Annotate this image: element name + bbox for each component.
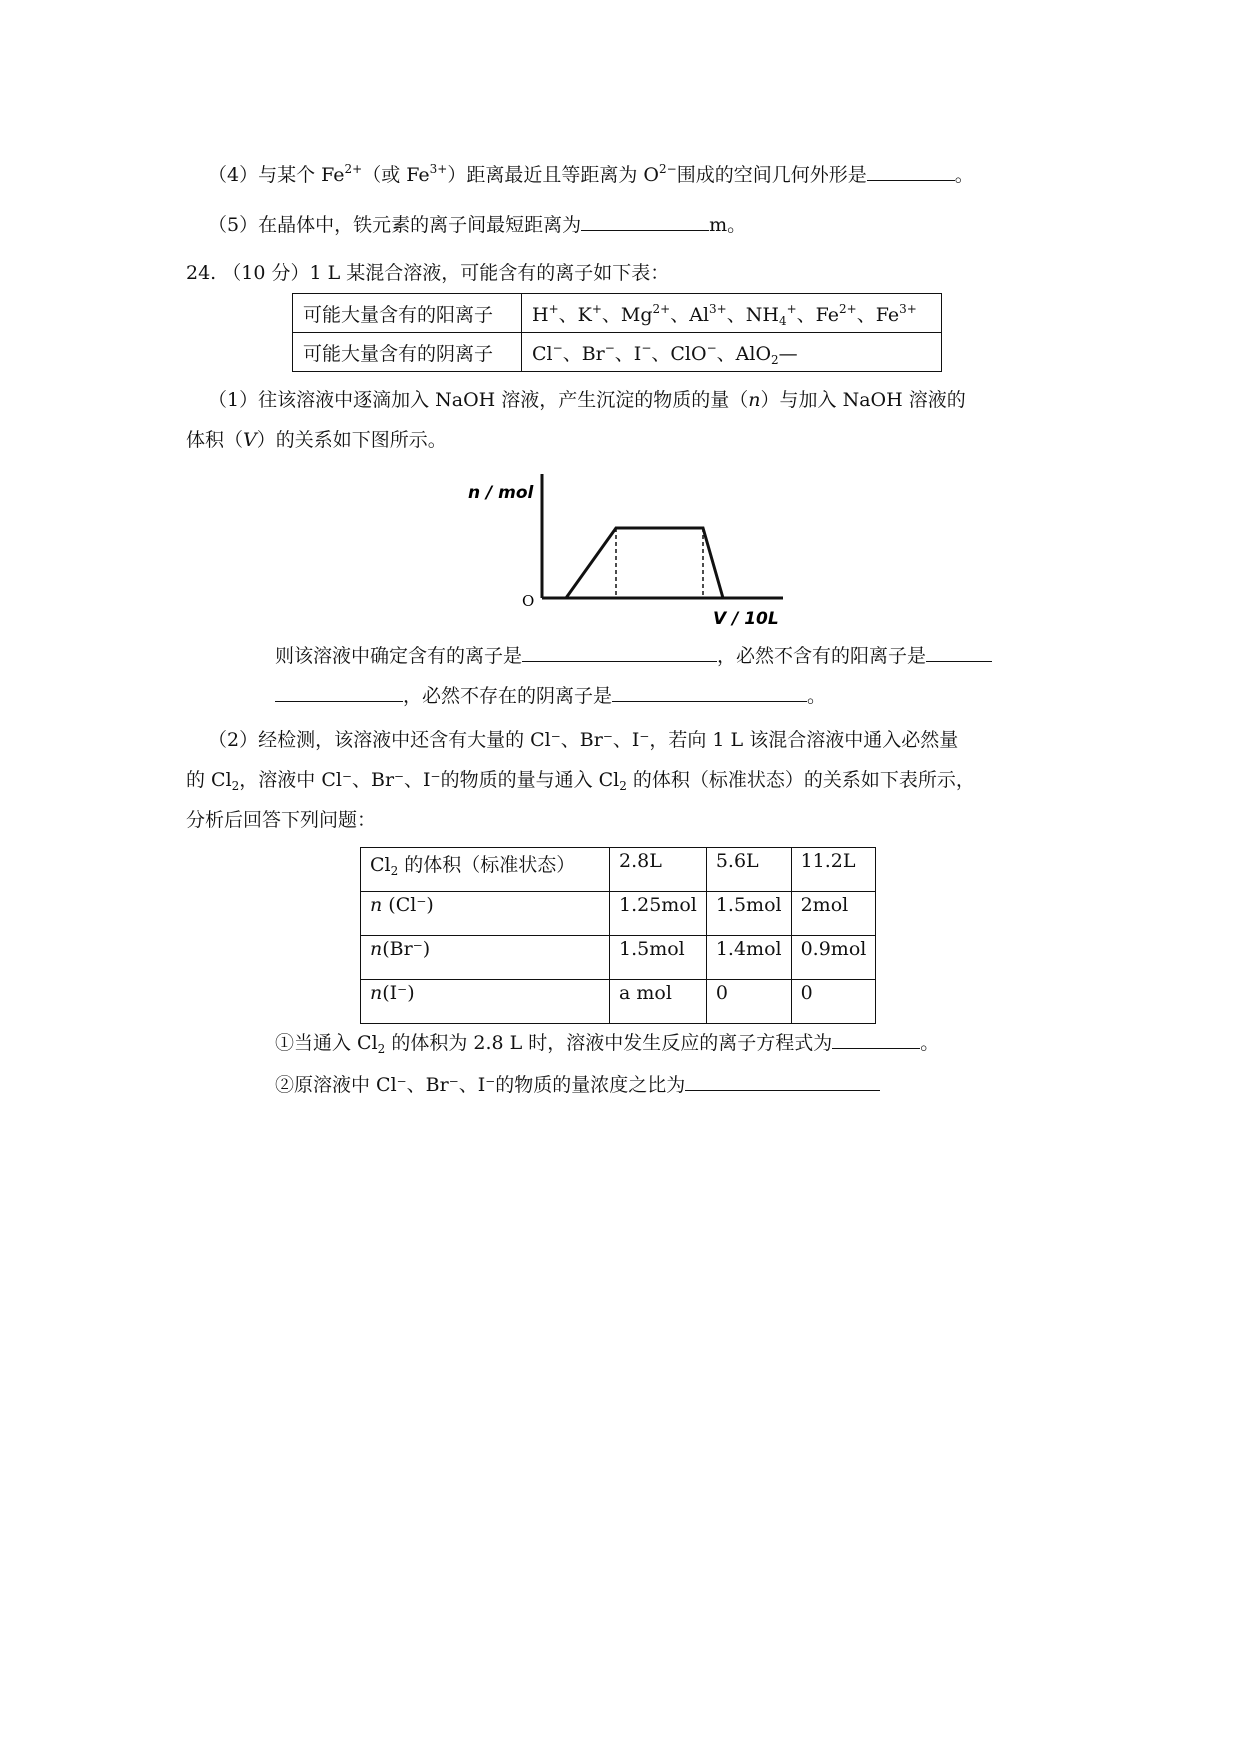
table-cell: 1.25mol (610, 892, 707, 936)
q4-sup: 3+ (429, 162, 448, 176)
table-row (293, 333, 942, 372)
question-4 (208, 160, 974, 188)
answer-blank[interactable] (867, 160, 955, 181)
row-label (361, 980, 610, 1024)
table-cell: 1.4mol (706, 936, 791, 980)
answer-blank[interactable] (522, 641, 717, 662)
table-cell: 2mol (791, 892, 876, 936)
header-text: 的体积（标准状态） (398, 854, 576, 876)
precipitate-graph (468, 466, 798, 626)
label-var: n (370, 982, 383, 1004)
label-text: (Br⁻) (382, 938, 431, 960)
volume-cell: 11.2L (791, 848, 876, 892)
table-cell: 1.5mol (706, 892, 791, 936)
part2-text: （2）经检测，该溶液中还含有大量的 Cl⁻、Br⁻、I⁻，若向 1 L 该混合溶液中通入必然量 (208, 729, 959, 751)
subq-text: ①当通入 Cl (275, 1032, 378, 1054)
chlorine-table (360, 847, 876, 1024)
volume-cell: 5.6L (706, 848, 791, 892)
table-row (361, 848, 876, 892)
part2-line1 (208, 727, 958, 753)
part1-line2 (186, 427, 447, 453)
answer1-text: ，必然不存在的阴离子是 (403, 685, 613, 707)
precipitate-curve (566, 528, 723, 598)
answer-blank[interactable] (926, 641, 992, 662)
anion-label: 可能大量含有的阴离子 (293, 333, 522, 372)
table-cell: 0 (706, 980, 791, 1024)
y-axis-label: n / mol (468, 483, 534, 503)
label-text: (I⁻) (382, 982, 415, 1004)
volume-header (361, 848, 610, 892)
q4-text: （4）与某个 Fe (208, 164, 345, 186)
answer-blank[interactable] (581, 210, 709, 231)
label-var: n (370, 938, 383, 960)
q5-text: （5）在晶体中，铁元素的离子间最短距离为 (208, 214, 582, 236)
row-label (361, 936, 610, 980)
answer1-end: 。 (807, 685, 827, 707)
part1-text: 体积（ (186, 429, 244, 451)
answer1-text: 则该溶液中确定含有的离子是 (275, 645, 523, 667)
subq-2 (275, 1070, 880, 1098)
answer-blank[interactable] (832, 1028, 920, 1049)
table-row (361, 892, 876, 936)
table-cell: a mol (610, 980, 707, 1024)
subscript: 2 (377, 1042, 386, 1056)
q4-end: 。 (954, 164, 974, 186)
answer1-line1 (275, 641, 992, 669)
q4-sup: 2− (659, 162, 677, 176)
table-row (361, 980, 876, 1024)
answer1-text: ，必然不含有的阳离子是 (717, 645, 927, 667)
part1-line1 (208, 387, 966, 413)
part1-text: （1）往该溶液中逐滴加入 NaOH 溶液，产生沉淀的物质的量（ (208, 389, 749, 411)
q4-text: （或 Fe (362, 164, 430, 186)
table-row (293, 294, 942, 333)
question-5 (208, 210, 746, 238)
table-cell: 0 (791, 980, 876, 1024)
part1-var: V (243, 429, 257, 451)
volume-cell: 2.8L (610, 848, 707, 892)
label-var: n (370, 894, 383, 916)
subscript: 2 (390, 864, 399, 878)
q4-sup: 2+ (344, 162, 363, 176)
part2-text: 的 Cl (186, 769, 232, 791)
question-24-header (186, 260, 669, 286)
part1-text: ）的关系如下图所示。 (256, 429, 447, 451)
subq-1 (275, 1028, 939, 1056)
cation-list: H+、K+、$Mg^{2+}$、$Al^{3+}$、$NH_4^+$、$Fe^{2+}$、$Fe^{3+}$ (522, 294, 942, 333)
subq-end: 。 (920, 1032, 940, 1054)
part2-line3 (186, 807, 376, 833)
table-cell: 0.9mol (791, 936, 876, 980)
q4-text: 围成的空间几何外形是 (676, 164, 867, 186)
part2-text: 的体积（标准状态）的关系如下表所示， (626, 769, 975, 791)
table-row (361, 936, 876, 980)
subscript: 2 (619, 779, 627, 793)
part2-line2 (186, 767, 975, 793)
anion-list: Cl−、Br−、I−、ClO−、AlO$_2$— (522, 333, 942, 372)
part1-var: n (748, 389, 761, 411)
ion-table (292, 293, 942, 372)
answer-blank[interactable] (275, 681, 403, 702)
question-text: （10 分）1 L 某混合溶液，可能含有的离子如下表： (222, 262, 670, 284)
subq-text: ②原溶液中 Cl⁻、Br⁻、I⁻的物质的量浓度之比为 (275, 1074, 686, 1096)
header-text: Cl (370, 854, 391, 876)
answer-blank[interactable] (685, 1070, 880, 1091)
answer-blank[interactable] (612, 681, 807, 702)
origin-label: O (522, 592, 535, 610)
part2-text: ，溶液中 Cl⁻、Br⁻、I⁻的物质的量与通入 Cl (239, 769, 620, 791)
part1-text: ）与加入 NaOH 溶液的 (760, 389, 966, 411)
x-axis-label: V / 10L (713, 609, 779, 626)
subscript: 2 (231, 779, 240, 793)
q4-text: ）距离最近且等距离为 O (447, 164, 659, 186)
cation-label: 可能大量含有的阳离子 (293, 294, 522, 333)
question-number: 24. (186, 262, 217, 284)
row-label (361, 892, 610, 936)
table-cell: 1.5mol (610, 936, 707, 980)
part2-text: 分析后回答下列问题： (186, 809, 377, 831)
answer1-line2 (275, 681, 826, 709)
label-text: (Cl⁻) (382, 894, 434, 916)
q5-end: m。 (709, 214, 747, 236)
subq-text: 的体积为 2.8 L 时，溶液中发生反应的离子方程式为 (385, 1032, 833, 1054)
